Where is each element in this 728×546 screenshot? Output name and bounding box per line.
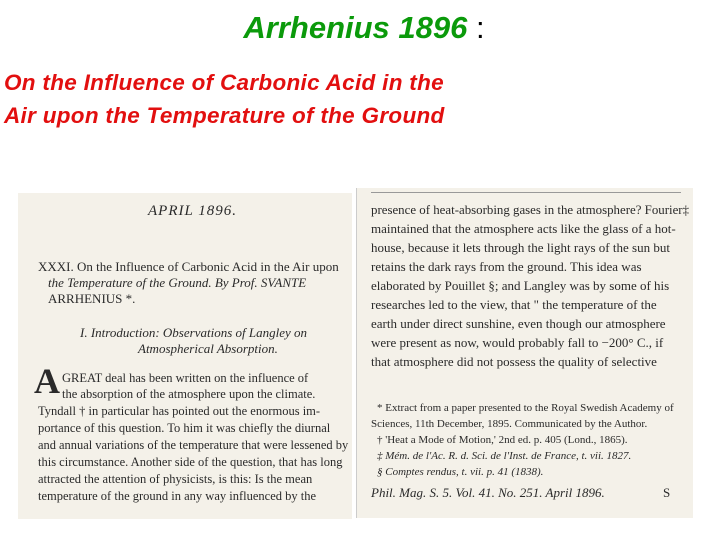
footnote-line: Sciences, 11th December, 1895. Communicated by the Author. <box>371 418 648 430</box>
body-line: presence of heat-absorbing gases in the atmosphere? Fourier‡ <box>371 202 690 217</box>
slide-title <box>0 8 728 48</box>
right-page-scan <box>356 188 693 518</box>
page-top-edge <box>371 192 681 193</box>
body-line: Tyndall † in particular has pointed out the enormous im- <box>38 404 321 418</box>
article-heading-line: XXXI. On the Influence of Carbonic Acid in the Air upon <box>38 259 339 274</box>
subtitle-line: On the Influence of Carbonic Acid in the <box>4 70 444 95</box>
section-heading-line: Atmospherical Absorption. <box>138 341 278 356</box>
signature-mark: S <box>663 485 671 500</box>
body-line: and annual variations of the temperature that were lessened by <box>38 438 349 452</box>
footnote-line: † 'Heat a Mode of Motion,' 2nd ed. p. 405 (Lond., 1865). <box>377 434 628 446</box>
slide-title-colon: : <box>476 10 485 45</box>
subtitle-line: Air upon the Temperature of the Ground <box>4 103 445 128</box>
slide-title-text: Arrhenius 1896 <box>243 10 468 45</box>
body-line: house, because it lets through the light rays of the sun but <box>371 240 670 255</box>
body-line: researches led to the view, that " the temperature of the <box>371 297 657 312</box>
slide-subtitle <box>4 66 724 132</box>
body-line: temperature of the ground in any way influenced by the <box>38 489 317 503</box>
body-line: elaborated by Pouillet §; and Langley was by some of his <box>371 278 670 293</box>
footnote-line: § Comptes rendus, t. vii. p. 41 (1838). <box>377 466 544 478</box>
body-line: were present as now, would probably fall to −200° C., if <box>371 335 664 350</box>
body-line: attracted the attention of physicists, is this: Is the mean <box>38 472 313 486</box>
body-line: the absorption of the atmosphere upon the climate. <box>62 387 316 401</box>
footnote-line: ‡ Mém. de l'Ac. R. d. Sci. de l'Inst. de France, t. vii. 1827. <box>377 450 632 462</box>
body-line: retains the dark rays from the ground. This idea was <box>371 259 642 274</box>
body-line: maintained that the atmosphere acts like the glass of a hot- <box>371 221 676 236</box>
journal-citation: Phil. Mag. S. 5. Vol. 41. No. 251. April 1896. <box>371 485 605 500</box>
page-header: APRIL 1896. <box>148 203 238 219</box>
drop-cap: A <box>34 361 60 401</box>
body-line: this circumstance. Another side of the question, that has long <box>38 455 343 469</box>
body-line: GREAT deal has been written on the influence of <box>62 371 309 385</box>
body-line: that atmosphere did not possess the quality of selective <box>371 354 657 369</box>
article-heading-line: ARRHENIUS *. <box>48 291 136 306</box>
article-heading-line: the Temperature of the Ground. By Prof. SVANTE <box>48 275 307 290</box>
section-heading-line: I. Introduction: Observations of Langley on <box>80 325 307 340</box>
body-line: portance of this question. To him it was chiefly the diurnal <box>38 421 331 435</box>
left-page-scan <box>18 193 352 519</box>
footnote-line: * Extract from a paper presented to the Royal Swedish Academy of <box>377 402 674 414</box>
body-line: earth under direct sunshine, even though our atmosphere <box>371 316 666 331</box>
